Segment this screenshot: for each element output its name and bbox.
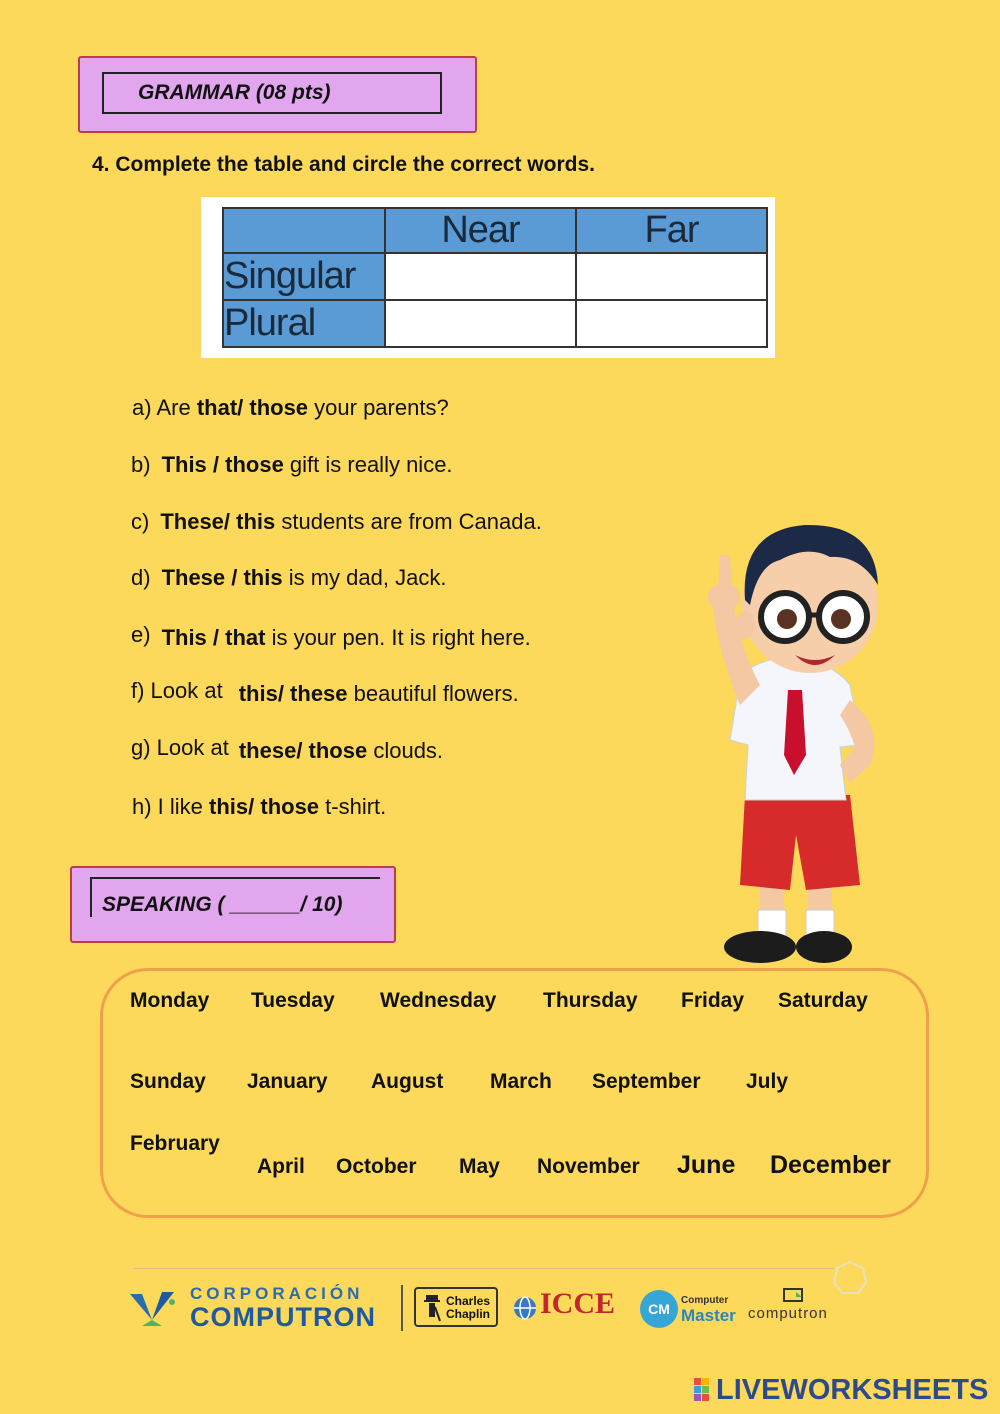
- word-item: October: [336, 1155, 417, 1178]
- word-item: Monday: [130, 989, 210, 1012]
- footer-divider: [134, 1268, 834, 1269]
- computron-monitor-icon: [782, 1288, 806, 1306]
- footer-separator: [401, 1285, 403, 1331]
- word-item: May: [459, 1155, 500, 1178]
- question-prefix: Are: [151, 395, 197, 420]
- question-suffix: your parents?: [308, 395, 449, 420]
- decorative-heptagon-icon: [832, 1260, 868, 1296]
- word-item: June: [677, 1151, 736, 1179]
- question-f: [131, 678, 519, 707]
- computron-logo: [128, 1282, 393, 1332]
- table-header-row: [223, 208, 767, 253]
- question-letter: d): [131, 565, 151, 590]
- word-item: Wednesday: [380, 989, 497, 1012]
- question-suffix: gift is really nice.: [283, 452, 453, 477]
- speaking-section-box: [70, 866, 396, 943]
- cm-line-2: Master: [681, 1306, 736, 1325]
- question-suffix: beautiful flowers.: [347, 681, 519, 706]
- corp-top-text: CORPORACIÓN: [190, 1284, 364, 1303]
- computer-master-badge: CM: [640, 1290, 678, 1328]
- word-item: November: [537, 1155, 640, 1178]
- table-header-far: Far: [576, 208, 767, 253]
- demonstratives-table: [222, 207, 768, 348]
- question-letter: f) Look at: [131, 678, 223, 703]
- table-row: [223, 253, 767, 300]
- grammar-section-box: [78, 56, 477, 133]
- charles-chaplin-logo: [414, 1287, 498, 1327]
- question-options[interactable]: This / that: [161, 625, 266, 650]
- word-item: Sunday: [130, 1070, 206, 1093]
- question-letter: g) Look at: [131, 735, 229, 760]
- table-row-label-singular: Singular: [223, 253, 385, 300]
- word-item: August: [371, 1070, 444, 1093]
- question-prefix: I like: [151, 794, 210, 819]
- table-header-near: Near: [385, 208, 576, 253]
- question-b: [131, 452, 453, 478]
- question-options[interactable]: This / those: [161, 452, 284, 477]
- computron-logo-icon: [128, 1286, 180, 1330]
- question-options[interactable]: These / this: [161, 565, 283, 590]
- word-item: January: [247, 1070, 328, 1093]
- question-c: [131, 509, 542, 535]
- question-a: [132, 395, 449, 421]
- word-item: Friday: [681, 989, 745, 1012]
- singular-near-answer-field[interactable]: [385, 253, 576, 300]
- liveworksheets-logo-icon: [694, 1378, 710, 1402]
- speaking-title: SPEAKING ( ______/ 10): [90, 877, 380, 917]
- word-item: Saturday: [778, 989, 868, 1012]
- word-item: Tuesday: [251, 989, 335, 1012]
- computer-master-text: [681, 1293, 736, 1324]
- corp-bottom-text: COMPUTRON: [190, 1302, 376, 1332]
- chaplin-line-2: Chaplin: [446, 1307, 490, 1321]
- computron-small-logo-text: computron: [748, 1305, 828, 1322]
- question-d: [131, 565, 446, 591]
- question-suffix: is your pen. It is right here.: [265, 625, 531, 650]
- question-options[interactable]: These/ this: [160, 509, 276, 534]
- singular-far-answer-field[interactable]: [576, 253, 767, 300]
- question-e: [131, 622, 531, 651]
- question-letter: h): [132, 794, 152, 819]
- plural-far-answer-field[interactable]: [576, 300, 767, 347]
- question-letter: b): [131, 452, 151, 477]
- question-suffix: clouds.: [367, 738, 444, 763]
- chaplin-figure-icon: [422, 1293, 442, 1323]
- boy-pointing-illustration: [690, 515, 950, 980]
- word-item: September: [592, 1070, 701, 1093]
- table-row-label-plural: Plural: [223, 300, 385, 347]
- liveworksheets-logo-text[interactable]: LIVEWORKSHEETS: [716, 1374, 989, 1406]
- question-suffix: students are from Canada.: [275, 509, 542, 534]
- word-item: March: [490, 1070, 552, 1093]
- word-item: July: [746, 1070, 789, 1093]
- question-options[interactable]: this/ those: [209, 794, 320, 819]
- question-suffix: t-shirt.: [319, 794, 387, 819]
- question-h: [132, 794, 386, 820]
- word-item: Thursday: [543, 989, 638, 1012]
- demonstratives-table-panel: [201, 197, 775, 358]
- question-letter: c): [131, 509, 150, 534]
- icce-logo-text: ICCE: [540, 1287, 616, 1320]
- cm-line-1: Computer: [681, 1295, 729, 1306]
- question-options[interactable]: that/ those: [196, 395, 309, 420]
- table-corner-cell: [223, 208, 385, 253]
- chaplin-line-1: Charles: [446, 1294, 491, 1308]
- word-item: February: [130, 1132, 220, 1155]
- question-g: [131, 735, 443, 764]
- word-item: December: [770, 1151, 891, 1179]
- table-row: [223, 300, 767, 347]
- globe-icon: [513, 1296, 537, 1320]
- question-options[interactable]: these/ those: [238, 738, 368, 763]
- question-suffix: is my dad, Jack.: [282, 565, 447, 590]
- question-letter: a): [132, 395, 152, 420]
- question-options[interactable]: this/ these: [238, 681, 348, 706]
- word-item: April: [257, 1155, 305, 1178]
- plural-near-answer-field[interactable]: [385, 300, 576, 347]
- instruction: 4. Complete the table and circle the correct words.: [92, 153, 595, 176]
- question-letter: e): [131, 622, 151, 647]
- grammar-title: GRAMMAR (08 pts): [102, 72, 442, 114]
